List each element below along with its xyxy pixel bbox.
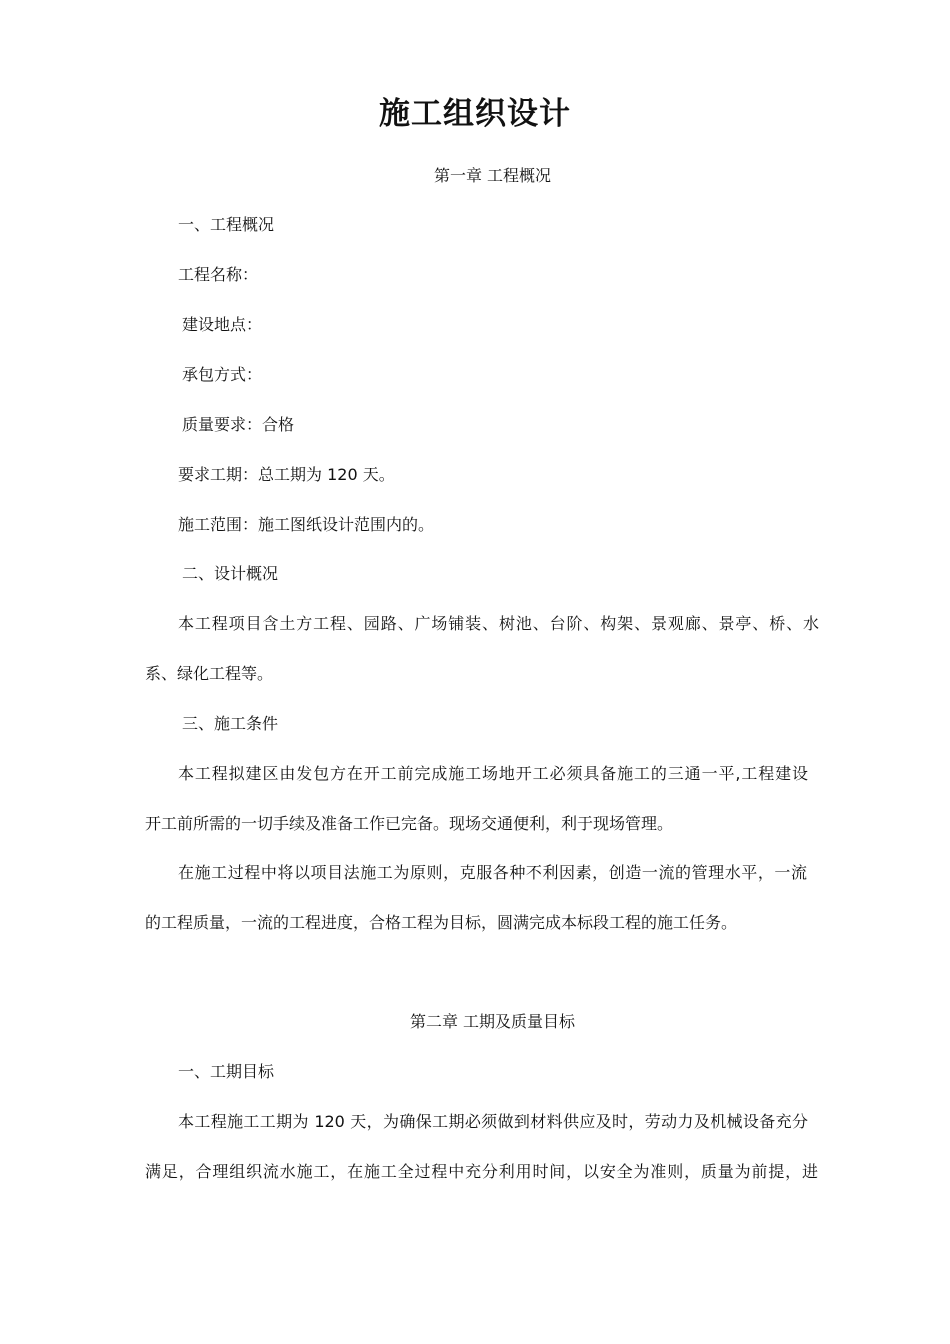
design-paragraph-line-1: 本工程项目含土方工程、园路、广场铺装、树池、台阶、构架、景观廊、景亭、桥、水 <box>178 614 819 633</box>
design-paragraph-line-2: 系、绿化工程等。 <box>145 664 274 683</box>
chapter-2-section-1-heading: 一、工期目标 <box>178 1062 275 1081</box>
scope-field: 施工范围：施工图纸设计范围内的。 <box>178 515 435 534</box>
quality-requirement-field: 质量要求：合格 <box>182 415 295 434</box>
section-1-heading: 一、工程概况 <box>178 215 275 234</box>
conditions-paragraph-1-line-1: 本工程拟建区由发包方在开工前完成施工场地开工必须具备施工的三通一平,工程建设 <box>178 764 808 783</box>
location-field: 建设地点： <box>182 315 263 334</box>
document-title: 施工组织设计 <box>379 96 571 132</box>
section-2-heading: 二、设计概况 <box>182 564 279 583</box>
schedule-goal-line-1: 本工程施工工期为 120 天，为确保工期必须做到材料供应及时，劳动力及机械设备充分 <box>178 1112 808 1131</box>
period-requirement-field: 要求工期：总工期为 120 天。 <box>178 465 395 484</box>
conditions-paragraph-2-line-2: 的工程质量，一流的工程进度，合格工程为目标，圆满完成本标段工程的施工任务。 <box>145 913 738 932</box>
project-name-field: 工程名称： <box>178 265 259 284</box>
conditions-paragraph-1-line-2: 开工前所需的一切手续及准备工作已完备。现场交通便利，利于现场管理。 <box>145 814 674 833</box>
schedule-goal-line-2: 满足，合理组织流水施工，在施工全过程中充分利用时间，以安全为准则，质量为前提，进 <box>145 1162 818 1181</box>
chapter-1-heading: 第一章 工程概况 <box>433 166 552 185</box>
section-3-heading: 三、施工条件 <box>182 714 279 733</box>
chapter-2-heading: 第二章 工期及质量目标 <box>409 1012 576 1031</box>
conditions-paragraph-2-line-1: 在施工过程中将以项目法施工为原则，克服各种不利因素，创造一流的管理水平，一流 <box>178 863 807 882</box>
contract-method-field: 承包方式： <box>182 365 263 384</box>
